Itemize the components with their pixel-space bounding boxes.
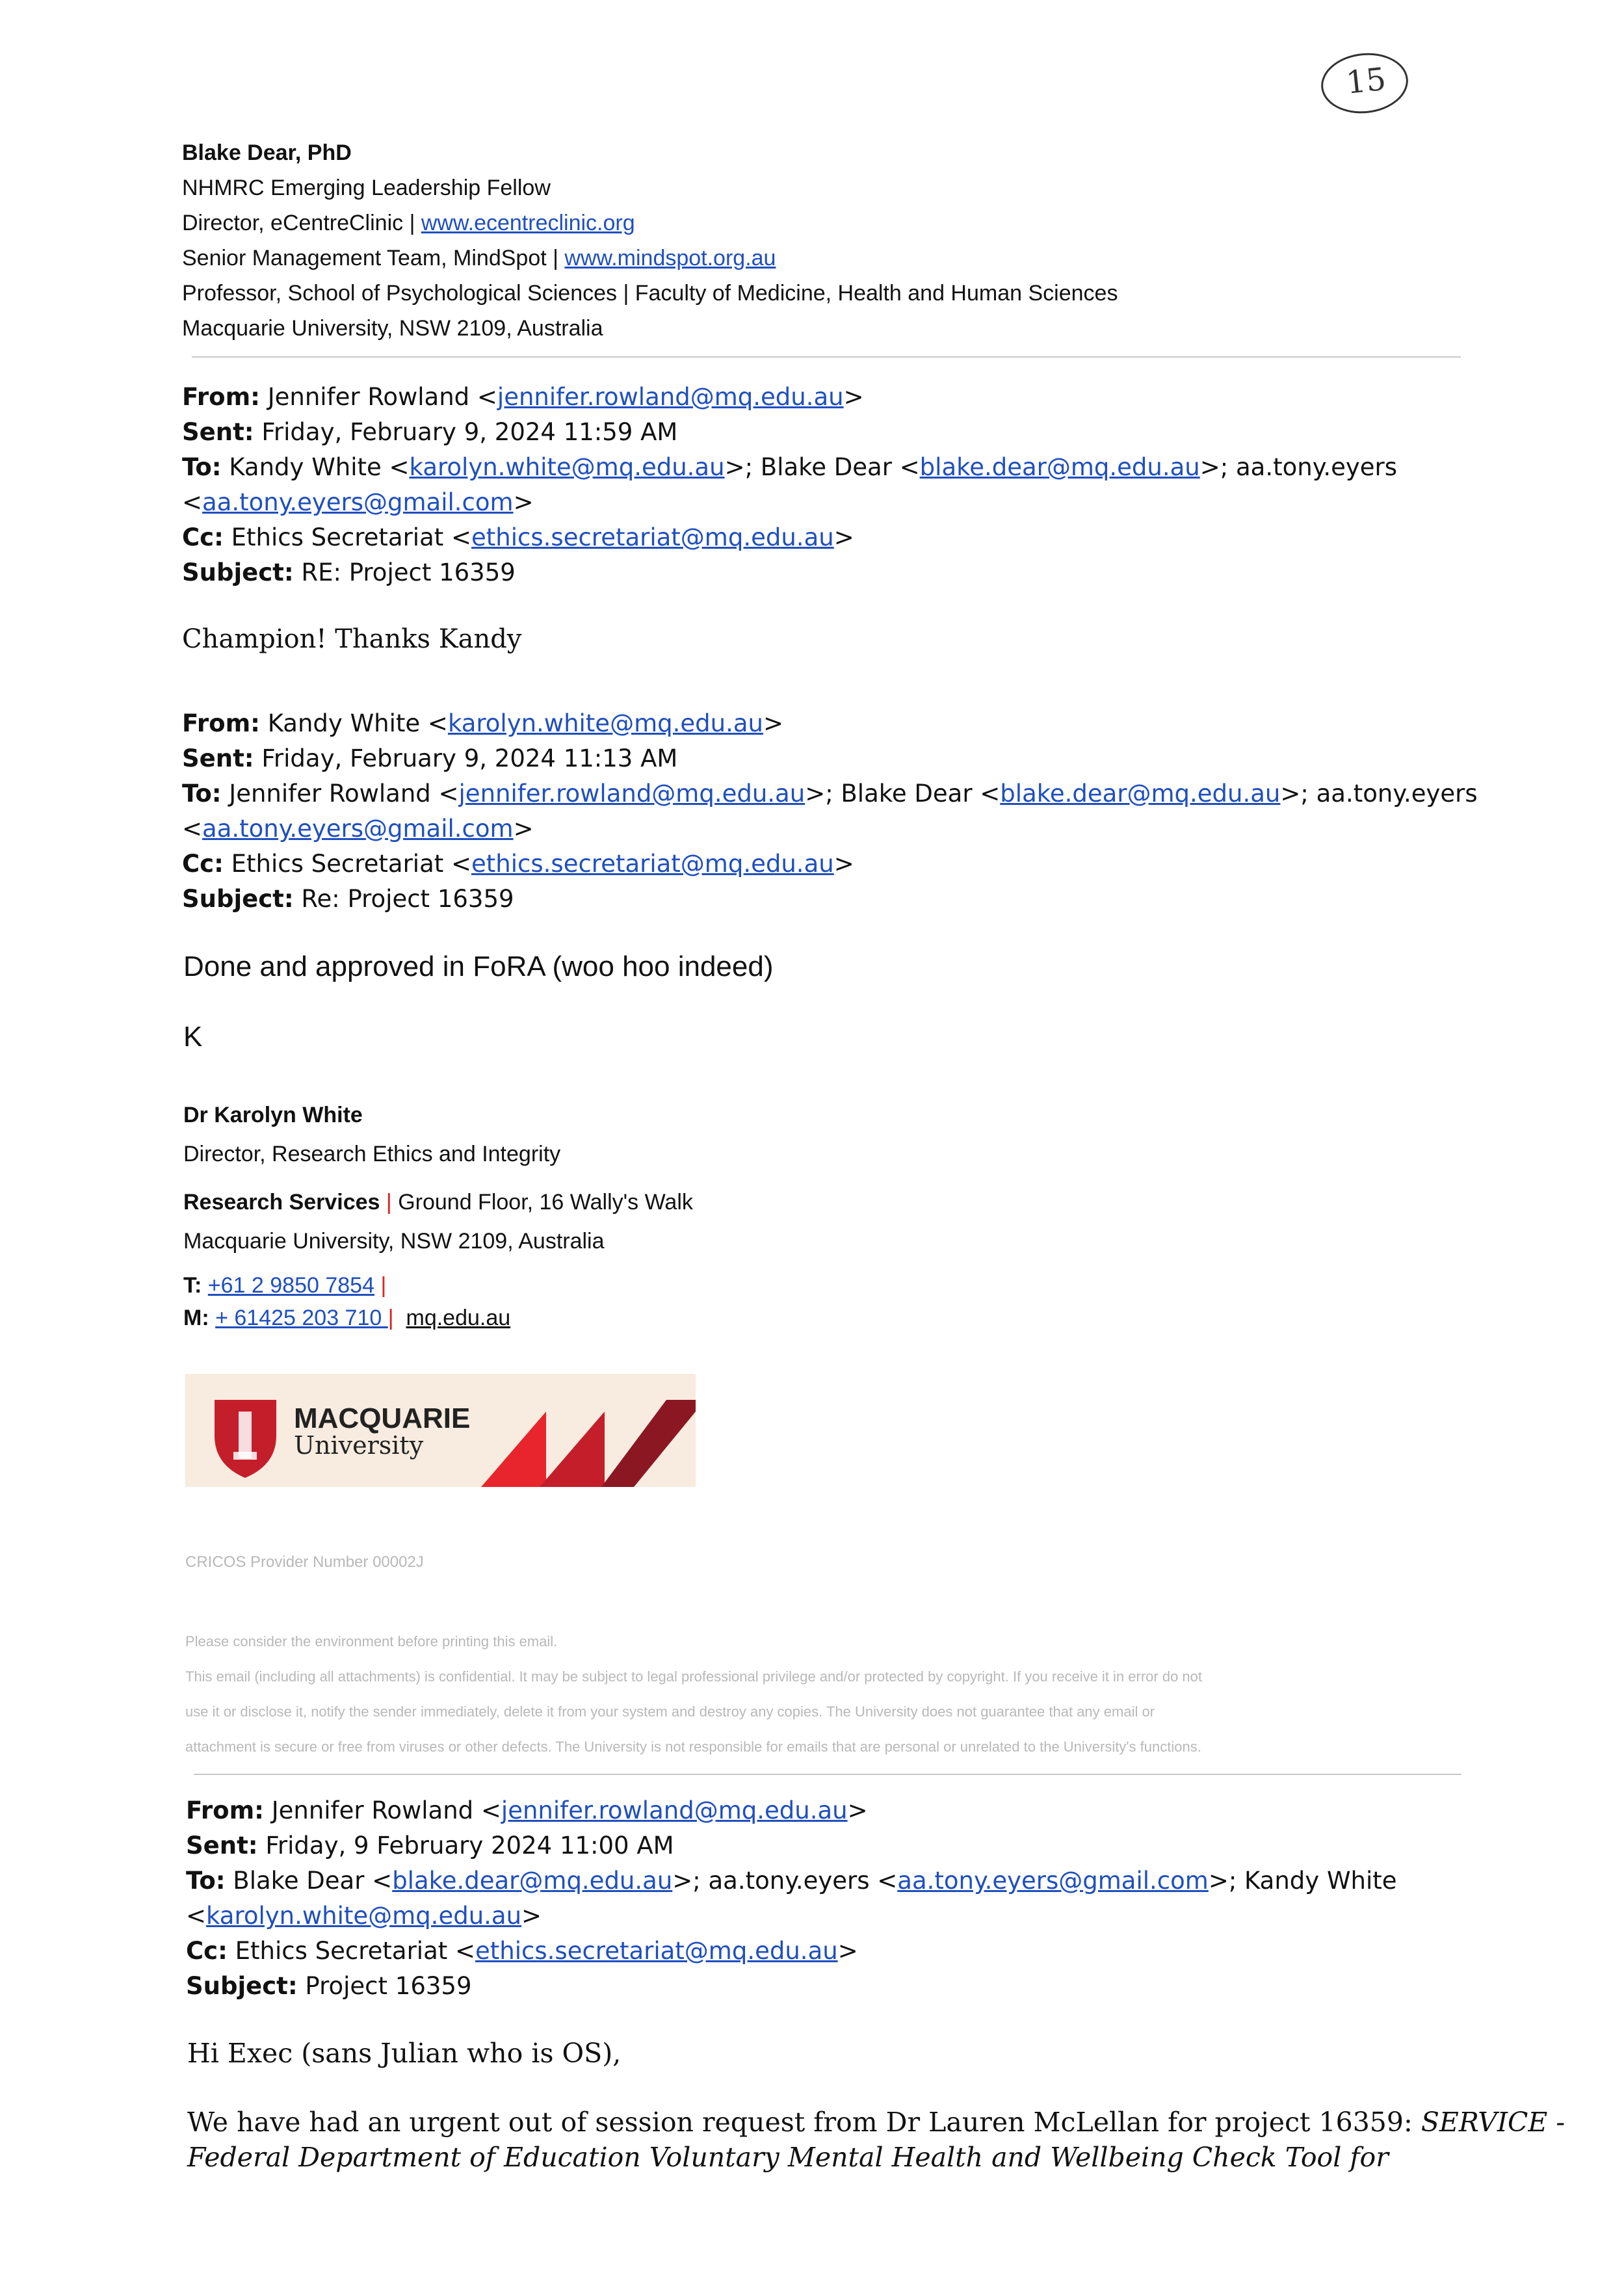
- mindspot-link[interactable]: www.mindspot.org.au: [564, 246, 776, 270]
- chevron-stripe-1: [481, 1412, 546, 1487]
- email1-from: From: Jennifer Rowland <jennifer.rowland@mq.edu.au>: [182, 383, 864, 411]
- email1-sent: Sent: Friday, February 9, 2024 11:59 AM: [182, 418, 678, 446]
- disclaimer-line3: attachment is secure or free from viruses or other defects. The University is not responsible for emails that are personal or unrelated to the University's functions.: [185, 1739, 1201, 1755]
- sig2-title: Director, Research Ethics and Integrity: [183, 1142, 561, 1166]
- website-link[interactable]: mq.edu.au: [406, 1306, 511, 1330]
- sig1-line4: Professor, School of Psychological Sciences | Faculty of Medicine, Health and Human Sciences: [182, 281, 1118, 306]
- environment-note: Please consider the environment before printing this email.: [185, 1633, 558, 1650]
- email-link[interactable]: aa.tony.eyers@gmail.com: [897, 1867, 1209, 1895]
- email1-subject: Subject: RE: Project 16359: [182, 559, 516, 586]
- sig2-address: Macquarie University, NSW 2109, Australia: [183, 1229, 605, 1254]
- email2-sent: Sent: Friday, February 9, 2024 11:13 AM: [182, 744, 678, 772]
- crest-base-icon: [233, 1452, 257, 1460]
- sig2-phone: T: +61 2 9850 7854 |: [183, 1273, 387, 1298]
- sig2-mobile: M: + 61425 203 710 | mq.edu.au: [183, 1306, 511, 1330]
- email3-body-line2: Federal Department of Education Voluntary Mental Health and Wellbeing Check Tool for: [187, 2142, 1389, 2173]
- email-link[interactable]: karolyn.white@mq.edu.au: [409, 453, 725, 481]
- disclaimer-line2: use it or disclose it, notify the sender immediately, delete it from your system and destroy any copies. The University does not guarantee that any email or: [185, 1703, 1155, 1720]
- cricos-number: CRICOS Provider Number 00002J: [185, 1553, 424, 1571]
- email-link[interactable]: karolyn.white@mq.edu.au: [447, 709, 763, 737]
- email2-subject: Subject: Re: Project 16359: [182, 885, 514, 913]
- email1-to: To: Kandy White <karolyn.white@mq.edu.au>; Blake Dear <blake.dear@mq.edu.au>; aa.tony.eyers: [182, 453, 1397, 481]
- email2-body-line1: Done and approved in FoRA (woo hoo indeed): [183, 951, 774, 982]
- sig2-dept: Research Services | Ground Floor, 16 Wally's Walk: [183, 1190, 693, 1215]
- sig1-name: Blake Dear, PhD: [182, 140, 352, 165]
- email-link[interactable]: ethics.secretariat@mq.edu.au: [475, 1937, 838, 1965]
- email1-to-cont: <aa.tony.eyers@gmail.com>: [182, 488, 534, 516]
- email2-from: From: Kandy White <karolyn.white@mq.edu.au>: [182, 709, 783, 737]
- email-link[interactable]: jennifer.rowland@mq.edu.au: [497, 383, 844, 411]
- email-link[interactable]: jennifer.rowland@mq.edu.au: [458, 780, 805, 808]
- email2-cc: Cc: Ethics Secretariat <ethics.secretariat@mq.edu.au>: [182, 850, 854, 878]
- chevron-stripe-3: [601, 1400, 696, 1487]
- email3-sent: Sent: Friday, 9 February 2024 11:00 AM: [186, 1832, 674, 1860]
- email2-body-line2: K: [183, 1021, 203, 1053]
- email2-to-cont: <aa.tony.eyers@gmail.com>: [182, 815, 534, 843]
- email3-to: To: Blake Dear <blake.dear@mq.edu.au>; aa.tony.eyers <aa.tony.eyers@gmail.com>; Kandy White: [186, 1867, 1397, 1895]
- email3-greeting: Hi Exec (sans Julian who is OS),: [187, 2038, 622, 2069]
- logo-text-university: University: [294, 1431, 424, 1460]
- page-number-circle: [1318, 49, 1411, 118]
- email-link[interactable]: ethics.secretariat@mq.edu.au: [471, 850, 834, 878]
- email3-to-cont: <karolyn.white@mq.edu.au>: [186, 1902, 542, 1930]
- mobile-link[interactable]: + 61425 203 710: [215, 1306, 388, 1330]
- email-link[interactable]: aa.tony.eyers@gmail.com: [202, 488, 514, 516]
- sig1-line3: Senior Management Team, MindSpot | www.mindspot.org.au: [182, 246, 776, 270]
- email-link[interactable]: aa.tony.eyers@gmail.com: [202, 815, 514, 843]
- email-link[interactable]: blake.dear@mq.edu.au: [919, 453, 1200, 481]
- email-link[interactable]: blake.dear@mq.edu.au: [392, 1867, 673, 1895]
- macquarie-logo: [185, 1374, 696, 1487]
- page-number: 15: [1344, 60, 1388, 101]
- email3-cc: Cc: Ethics Secretariat <ethics.secretariat@mq.edu.au>: [186, 1937, 858, 1965]
- email3-body-line1: We have had an urgent out of session request from Dr Lauren McLellan for project 16359: SERVICE -: [187, 2107, 1565, 2138]
- divider: [194, 1774, 1461, 1775]
- email3-from: From: Jennifer Rowland <jennifer.rowland@mq.edu.au>: [186, 1796, 868, 1824]
- email1-cc: Cc: Ethics Secretariat <ethics.secretariat@mq.edu.au>: [182, 523, 854, 551]
- email-link[interactable]: jennifer.rowland@mq.edu.au: [501, 1796, 848, 1824]
- email2-to: To: Jennifer Rowland <jennifer.rowland@mq.edu.au>; Blake Dear <blake.dear@mq.edu.au>; aa.tony.eyers: [182, 780, 1478, 808]
- sig2-name: Dr Karolyn White: [183, 1103, 363, 1127]
- logo-text-macquarie: MACQUARIE: [294, 1402, 471, 1434]
- email-link[interactable]: blake.dear@mq.edu.au: [1000, 780, 1281, 808]
- email3-subject: Subject: Project 16359: [186, 1972, 472, 2000]
- email1-body: Champion! Thanks Kandy: [182, 624, 522, 654]
- sig1-line5: Macquarie University, NSW 2109, Australia: [182, 316, 603, 341]
- chevron-stripe-2: [540, 1412, 605, 1487]
- sig1-line1: NHMRC Emerging Leadership Fellow: [182, 176, 551, 200]
- email-link[interactable]: ethics.secretariat@mq.edu.au: [471, 523, 834, 551]
- disclaimer-line1: This email (including all attachments) is confidential. It may be subject to legal professional privilege and/or protected by copyright. If you receive it in error do not: [185, 1668, 1203, 1685]
- sig1-line2: Director, eCentreClinic | www.ecentreclinic.org: [182, 211, 635, 235]
- email-link[interactable]: karolyn.white@mq.edu.au: [206, 1902, 522, 1930]
- crest-tower-icon: [239, 1412, 252, 1458]
- phone-link[interactable]: +61 2 9850 7854: [207, 1273, 374, 1298]
- ecentreclinic-link[interactable]: www.ecentreclinic.org: [421, 211, 635, 235]
- divider: [192, 356, 1461, 358]
